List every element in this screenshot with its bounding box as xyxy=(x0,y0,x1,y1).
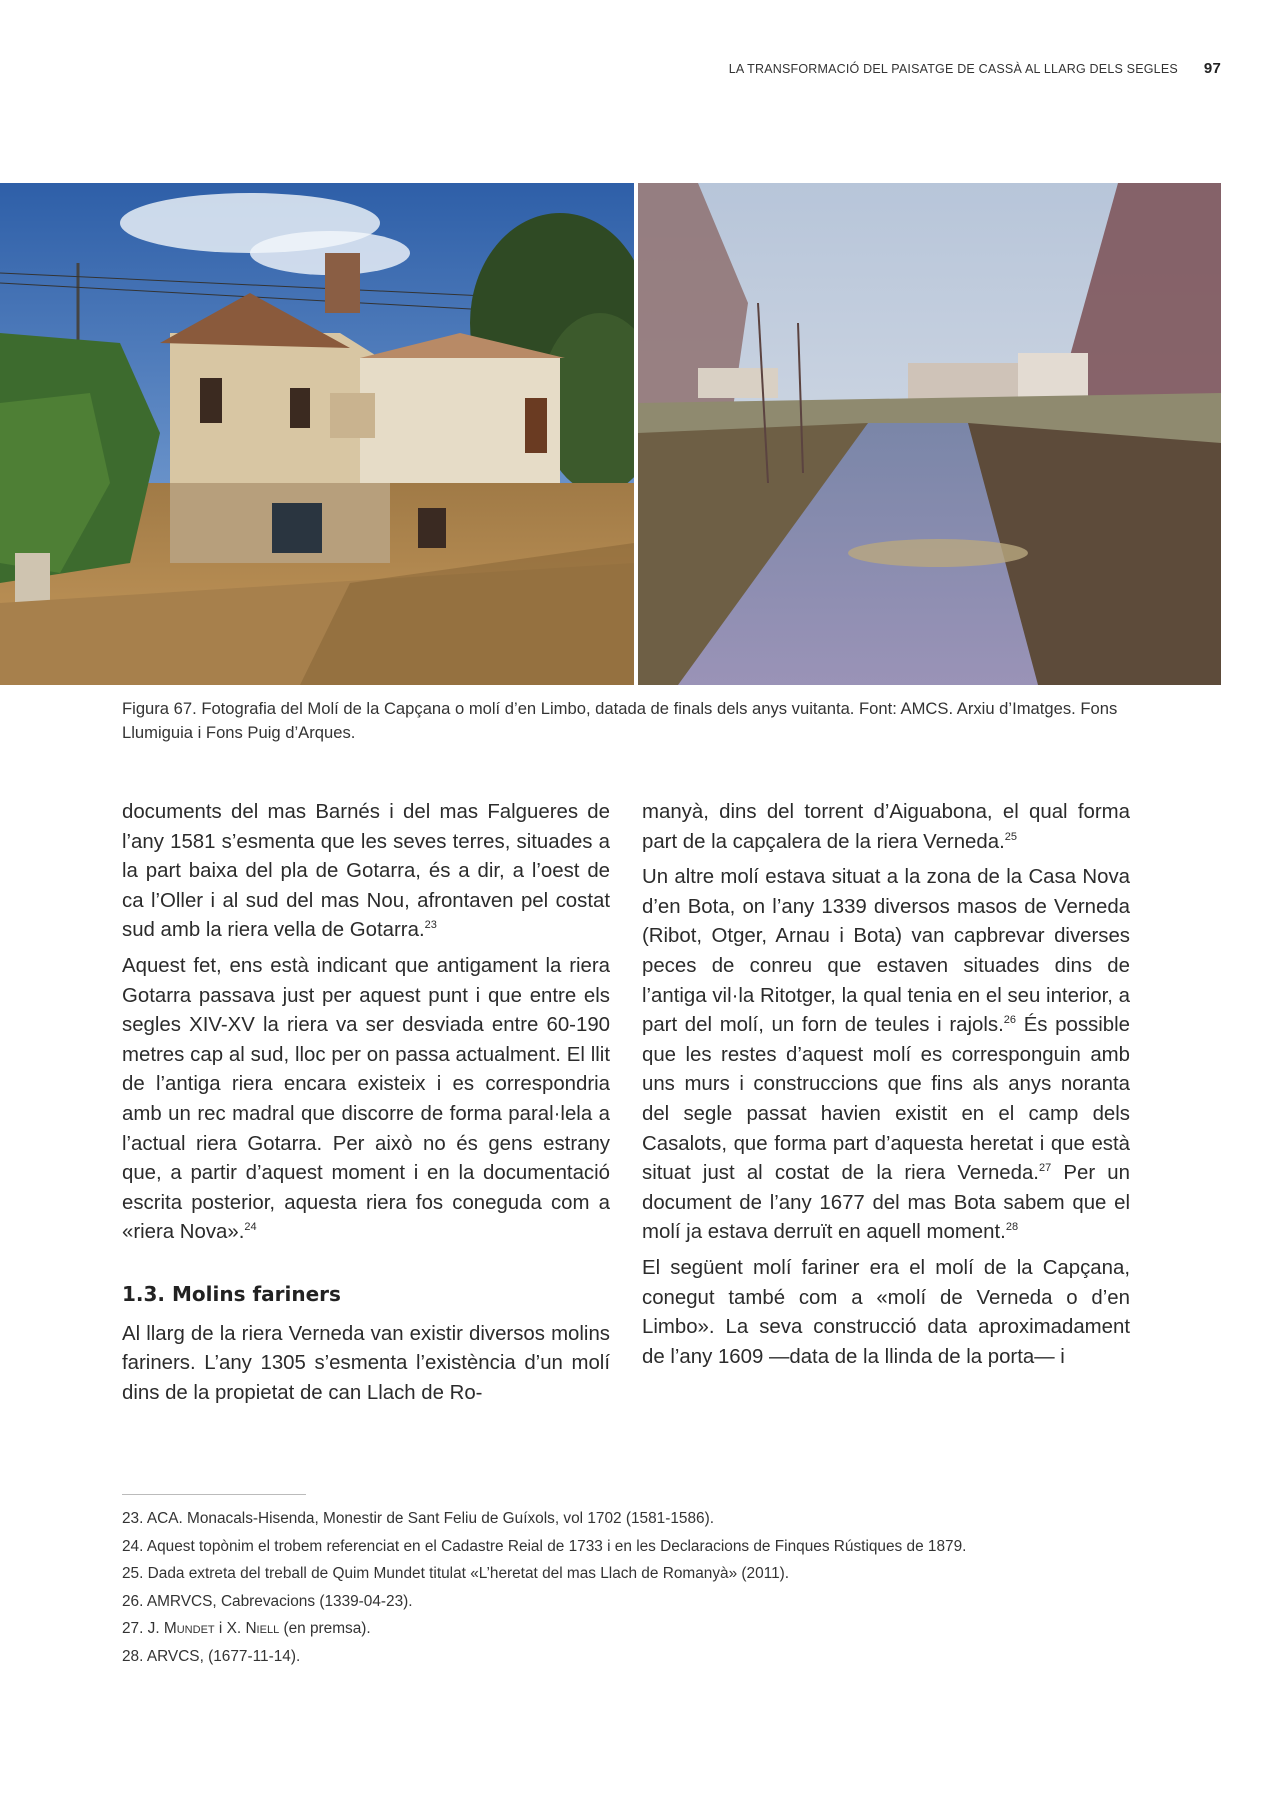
section-heading: 1.3. Molins fariners xyxy=(122,1281,341,1306)
photo-mill-canal xyxy=(638,183,1221,685)
running-header xyxy=(729,60,1221,77)
footnote-ref-25: 25 xyxy=(1004,830,1017,843)
footnote-28: 28. ARVCS, (1677-11-14). xyxy=(122,1647,301,1665)
footnote-ref-28: 28 xyxy=(1005,1221,1019,1234)
footnote-ref-23: 23 xyxy=(424,919,437,932)
footnote-ref-24: 24 xyxy=(244,1221,257,1234)
photo-mill-house xyxy=(0,183,634,685)
footnote-ref-27: 27 xyxy=(1038,1162,1052,1175)
footnote-25: 25. Dada extreta del treball de Quim Mundet titulat «L’heretat del mas Llach de Romanyà» (2011). xyxy=(122,1565,790,1582)
paragraph: Al llarg de la riera Verneda van existir diversos molins fariners. L’any 1305 s’esmenta l’existència d’un molí dins de la propietat de can Llach de Ro- xyxy=(122,1322,610,1404)
footnotes xyxy=(122,1505,1132,1670)
footnote-24: 24. Aquest topònim el trobem referenciat en el Cadastre Reial de 1733 i en les Declaracions de Finques Rústiques de 1879. xyxy=(122,1537,967,1555)
figure-67-photos xyxy=(0,183,1221,685)
footnote-ref-26: 26 xyxy=(1003,1014,1017,1027)
author-name: Mundet xyxy=(163,1620,215,1637)
text-column-right xyxy=(642,798,1130,1372)
mill-house-illustration xyxy=(0,183,634,685)
paragraph: documents del mas Barnés i del mas Falgueres de l’any 1581 s’esmenta que les seves terres, situades a la part baixa del pla de Gotarra, és a dir, a l’oest de ca l’Oller i al sud del mas Nou, afrontaven pel costat sud amb la riera vella de Gotarra.$^{23}$ xyxy=(122,801,610,942)
paragraph: manyà, dins del torrent d’Aiguabona, el qual forma part de la capçalera de la riera Verneda.$^{25}$ xyxy=(642,801,1130,853)
footnote-23: 23. ACA. Monacals-Hisenda, Monestir de Sant Feliu de Guíxols, vol 1702 (1581-1586). xyxy=(122,1510,715,1527)
author-name: Niell xyxy=(245,1620,280,1637)
page-number: 97 xyxy=(1203,60,1221,77)
footnote-27: 27. J. Mundet i X. Niell (en premsa). xyxy=(122,1620,371,1637)
paragraph: El següent molí fariner era el molí de la Capçana, conegut també com a «molí de Verneda o d’en Limbo». La seva construcció data aproximadament de l’any 1609 —data de la llinda de la porta— i xyxy=(642,1256,1130,1368)
figure-caption: Figura 67. Fotografia del Molí de la Capçana o molí d’en Limbo, datada de finals dels anys vuitanta. Font: AMCS. Arxiu d’Imatges. Fons Llumiguia i Fons Puig d’Arques. xyxy=(122,699,1118,742)
paragraph: Un altre molí estava situat a la zona de la Casa Nova d’en Bota, on l’any 1339 diversos masos de Verneda (Ribot, Otger, Arnau i Bota) van capbrevar diverses peces de conreu que estaven situades dins de l’antiga vil·la Ritotger, la qual tenia en el seu interior, a part del molí, un forn de teules i rajols.$^{26}$ És possible que les restes d’aquest molí es corresponguin amb uns murs i construccions que fins als anys noranta del segle passat havien existit en el camp dels Casalots, que forma part d’aquesta heretat i que està situat just al costat de la riera Verneda.$^{27}$ Per un document de l’any 1677 del mas Bota sabem que el molí ja estava derruït en aquell moment.$^{28}$ xyxy=(642,866,1130,1244)
running-title: LA TRANSFORMACIÓ DEL PAISATGE DE CASSÀ AL LLARG DELS SEGLES xyxy=(728,61,1178,76)
text-column-left xyxy=(122,798,610,1408)
mill-canal-illustration xyxy=(638,183,1221,685)
footnote-26: 26. AMRVCS, Cabrevacions (1339-04-23). xyxy=(122,1592,413,1610)
footnote-divider xyxy=(122,1494,306,1495)
paragraph: Aquest fet, ens està indicant que antigament la riera Gotarra passava just per aquest punt i que entre els segles XIV-XV la riera va ser desviada entre 60-190 metres cap al sud, lloc per on passa actualment. El llit de l’antiga riera encara existeix i es correspondria amb un rec madral que discorre de forma paral·lela a l’actual riera Gotarra. Per això no és gens estrany que, a partir d’aquest moment i en la documentació escrita posterior, aquesta riera fos coneguda com a «riera Nova».$^{24}$ xyxy=(122,954,610,1244)
